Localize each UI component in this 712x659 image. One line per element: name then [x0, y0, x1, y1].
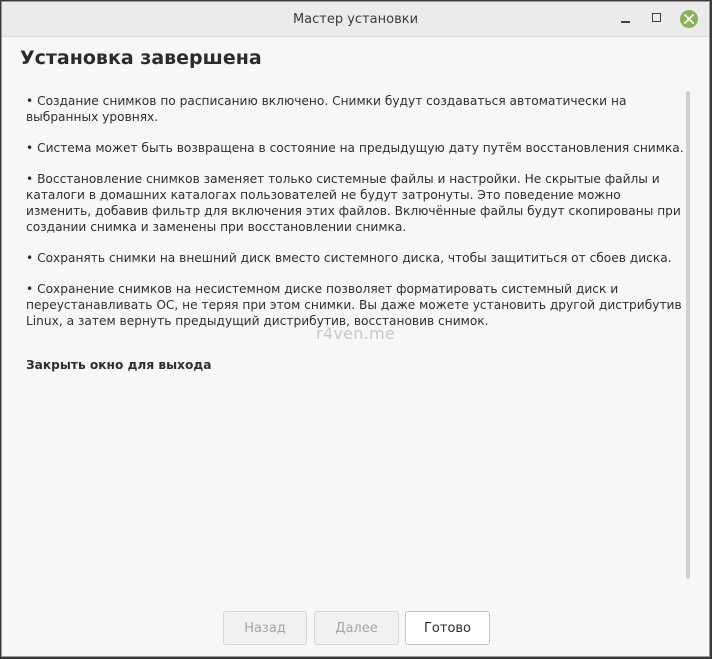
window-title: Мастер установки: [292, 12, 419, 27]
maximize-icon[interactable]: [648, 10, 666, 28]
close-window-hint: Закрыть окно для выхода: [26, 358, 212, 372]
back-button[interactable]: Назад: [223, 611, 307, 645]
title-bar[interactable]: [2, 2, 709, 37]
setup-wizard-window: [1, 1, 710, 657]
close-icon[interactable]: [680, 10, 698, 28]
vertical-scrollbar[interactable]: [686, 91, 690, 579]
info-paragraph: • Сохранение снимков на несистемном диске позволяет форматировать системный диск и переустанавливать ОС, не теряя при этом снимки. Вы даже можете установить другой дистрибутив Linux, а затем вернуть предыдущий дистрибутив, восстановив снимок.: [26, 282, 682, 328]
info-paragraph: • Сохранять снимки на внешний диск вместо системного диска, чтобы защититься от сбоев диска.: [26, 251, 672, 265]
done-button[interactable]: Готово: [405, 611, 490, 645]
info-paragraph: • Система может быть возвращена в состояние на предыдущую дату путём восстановления снимка.: [26, 141, 684, 155]
minimize-icon[interactable]: [617, 10, 635, 28]
next-button[interactable]: Далее: [314, 611, 399, 645]
watermark-text: r4ven.me: [316, 324, 396, 343]
info-paragraph: • Создание снимков по расписанию включено. Снимки будут создаваться автоматически на выбранных уровнях.: [26, 94, 627, 124]
page-title: Установка завершена: [20, 47, 262, 69]
info-paragraph: • Восстановление снимков заменяет только системные файлы и настройки. Не скрытые файлы и каталоги в домашних каталогах пользователей не будут затронуты. Это поведение можно изменить, добавив фильтр для включения этих файлов. Включённые файлы будут скопированы при создании снимка и заменены при восстановлении снимка.: [26, 172, 681, 234]
